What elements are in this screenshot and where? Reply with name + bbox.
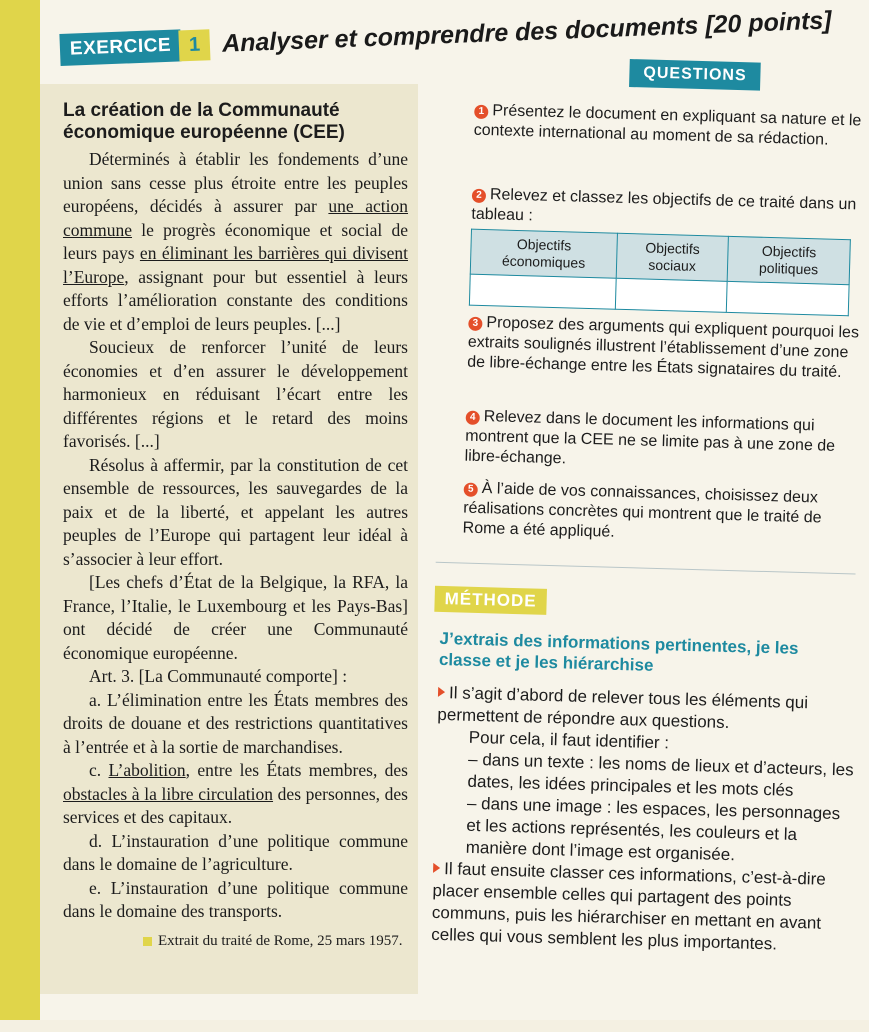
question-3: 3 Proposez des arguments qui expliquent pourquoi les extraits soulignés illustrent l’établissement d’une zone de libre-échange entre les États signataires du traité. [467, 314, 860, 382]
methode-heading: MÉTHODE [434, 586, 547, 615]
questions-heading: QUESTIONS [629, 59, 761, 91]
underlined-extract: L’abolition [108, 760, 186, 780]
table-header-social: Objectifs sociaux [616, 233, 728, 281]
question-2: 2 Relevez et classez les objectifs de ce traité dans un tableau : [471, 186, 857, 225]
document-text [63, 148, 408, 953]
methode-line: – dans une image : les espaces, les personnages et les actions représentés, les couleurs et la manière dont l’image est organisée. [465, 793, 841, 865]
underlined-extract: obstacles à la libre circulation [63, 783, 274, 804]
paragraph-1: Déterminés à établir les fondements d’une union sans cesse plus étroite entre les peuples européens, décidés à assurer par une action commune le progrès économique et social de leurs pays en éliminant les barrières qui divisent l’Europe, assignant pour but essentiel à leurs efforts l’amélioration constante des conditions de vie et d’emploi de leurs peuples. [...] [63, 149, 409, 334]
methode-bullet-2: Il faut ensuite classer ces informations, c’est-à-dire placer ensemble celles qui partagent des points communs, puis les hiérarchiser en mettant en avant celles qui vous semblent les plus importantes. [431, 859, 826, 954]
question-number-badge: 4 [466, 411, 480, 425]
article-item-e: e. L’instauration d’une politique commune dans le domaine des transports. [63, 877, 408, 921]
table-cell-empty [469, 274, 616, 309]
methode-line: Pour cela, il faut identifier : [468, 727, 670, 753]
table-cell-empty [726, 281, 849, 315]
table-header-economic: Objectifs économiques [470, 229, 617, 278]
question-5: 5 À l’aide de vos connaissances, choisissez deux réalisations concrètes qui montrent que le traité de Rome a été appliqué. [462, 480, 822, 541]
article-item-d: d. L’instauration d’une politique commune dans le domaine de l’agriculture. [63, 830, 408, 874]
document-title-line1: La création de la Communauté [63, 100, 340, 121]
question-4: 4 Relevez dans le document les informations qui montrent que la CEE ne se limite pas à une zone de libre-échange. [464, 408, 836, 468]
underlined-extract: une action commune [63, 196, 409, 240]
questions-column [423, 50, 869, 1031]
paragraph-2: Soucieux de renforcer l’unité de leurs économies et d’en assurer le développement harmonieux en réduisant l’écart entre les différentes régions et le retard des moins favorisés. [...] [63, 337, 408, 451]
underlined-extract: en éliminant les barrières qui divisent l’Europe [63, 243, 408, 287]
source-square-icon [143, 937, 152, 946]
article-3: Art. 3. [La Communauté comporte] : [89, 666, 348, 686]
methode-bullet-1: Il s’agit d’abord de relever tous les éléments qui permettent de répondre aux questions. [437, 683, 809, 733]
document-title [63, 100, 363, 144]
question-number-badge: 3 [468, 317, 482, 331]
exercise-number: 1 [178, 29, 210, 61]
objectives-table [469, 229, 851, 317]
methode-title: J’extrais des informations pertinentes, je les classe et je les hiérarchise [438, 628, 799, 675]
paragraph-3: Résolus à affermir, par la constitution de cet ensemble de ressources, les sauvegardes de la paix et de la liberté, et appelant les autres peuples de l’Europe qui partagent leur idéal à s’associer à leur effort. [63, 454, 408, 569]
bullet-triangle-icon [433, 863, 440, 873]
methode-line: – dans un texte : les noms de lieux et d’acteurs, les dates, les idées principales et les mots clés [467, 749, 854, 800]
bullet-triangle-icon [438, 687, 445, 697]
section-divider [436, 562, 856, 575]
exercise-label: EXERCICE [59, 29, 181, 66]
page-spine-band [0, 0, 40, 1020]
question-number-badge: 1 [474, 105, 488, 119]
article-item-c: c. L’abolition, entre les États membres, des obstacles à la libre circulation des personnes, des services et des capitaux. [63, 760, 408, 827]
question-1: 1 Présentez le document en expliquant sa nature et le contexte international au moment de sa rédaction. [473, 102, 862, 149]
methode-body [431, 682, 856, 958]
document-source: Extrait du traité de Rome, 25 mars 1957. [63, 930, 408, 954]
table-cell-empty [615, 278, 727, 312]
question-number-badge: 5 [464, 483, 478, 497]
question-number-badge: 2 [472, 189, 486, 203]
document-title-line2: économique européenne (CEE) [63, 122, 345, 143]
article-item-a: a. L’élimination entre les États membres des droits de douane et des restrictions quantitatives à l’entrée et à la sortie de marchandises. [63, 689, 408, 757]
paragraph-4: [Les chefs d’État de la Belgique, la RFA, la France, l’Italie, le Luxembourg et les Pays-Bas] ont décidé de créer une Communauté économique européenne. [63, 572, 408, 663]
exercise-title: Analyser et comprendre des documents [20 points] [221, 5, 833, 58]
table-header-political: Objectifs politiques [727, 236, 850, 284]
